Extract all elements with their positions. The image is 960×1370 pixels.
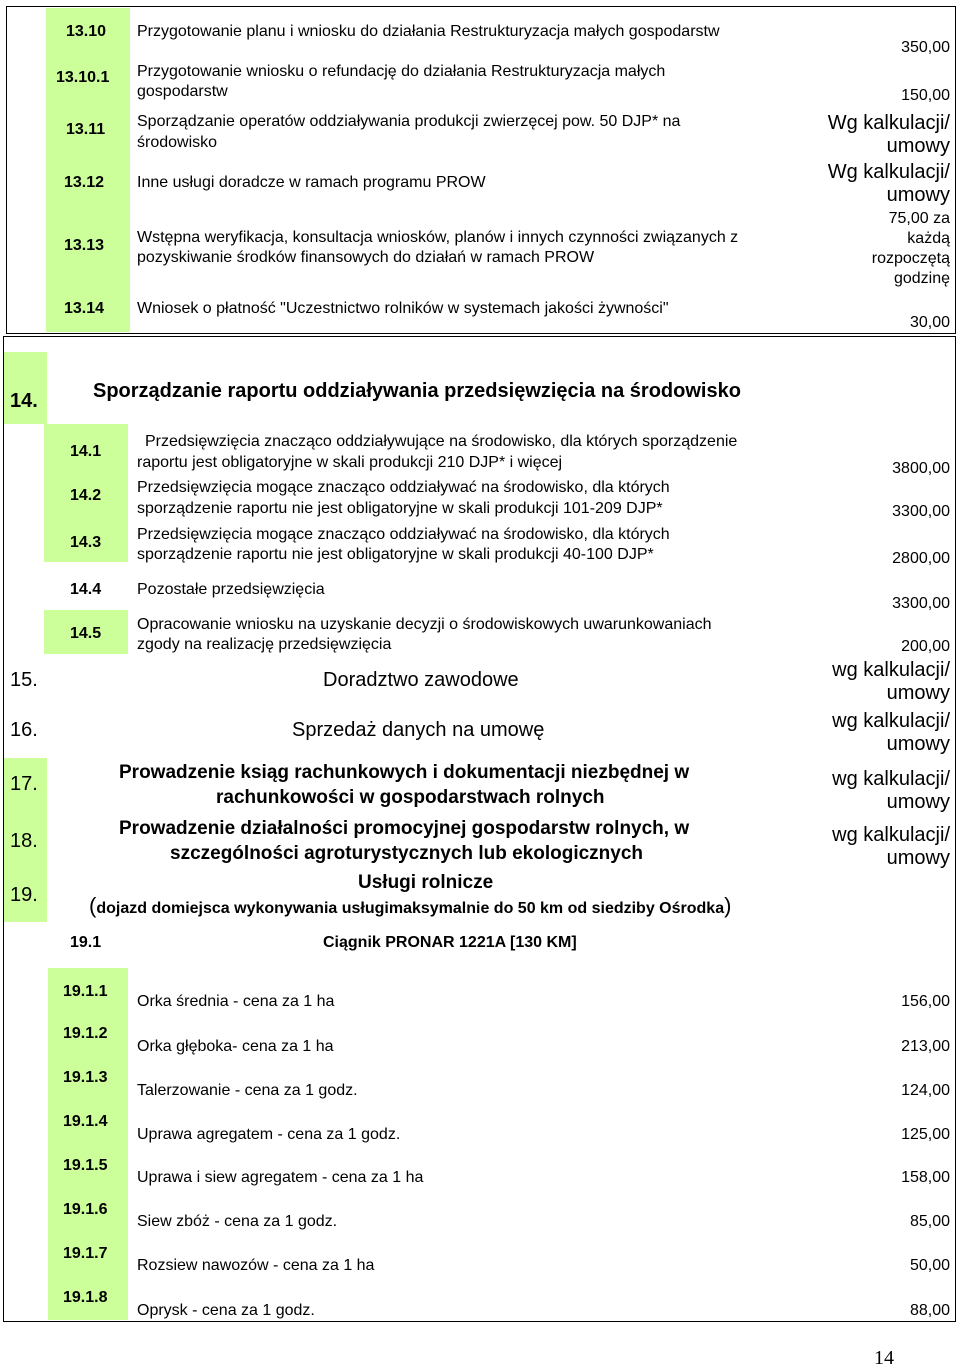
row-description: Przedsięwzięcia znacząco oddziaływujące na środowisko, dla których sporządzenie: [145, 433, 738, 450]
row-price: 2800,00: [892, 550, 950, 567]
subsection-number: 19.1: [70, 934, 102, 951]
row-price: 30,00: [909, 314, 950, 331]
row-description-cont: sporządzenie raportu nie jest obligatoryjne w skali produkcji 40-100 DJP*: [137, 546, 654, 563]
row-price: 158,00: [901, 1169, 950, 1186]
row-number: 19.1.6: [63, 1201, 108, 1218]
section-number: 17.: [10, 773, 38, 795]
row-number: 13.11: [66, 121, 106, 138]
section-number: 18.: [10, 830, 38, 852]
row-description: Rozsiew nawozów - cena za 1 ha: [137, 1257, 375, 1274]
row-description: Uprawa i siew agregatem - cena za 1 ha: [137, 1169, 424, 1186]
section-number: 15.: [10, 669, 38, 691]
section-title: Prowadzenie działalności promocyjnej gospodarstw rolnych, w: [119, 818, 690, 839]
row-price: 3300,00: [892, 595, 950, 612]
row-description: Przygotowanie wniosku o refundację do działania Restrukturyzacja małych: [137, 63, 666, 80]
section-price: wg kalkulacji/: [832, 768, 950, 790]
row-number: 13.14: [64, 300, 105, 317]
row-number: 13.13: [64, 237, 105, 254]
row-description: Talerzowanie - cena za 1 godz.: [137, 1082, 358, 1099]
row-number: 13.10.1: [56, 69, 110, 86]
row-number: 19.1.4: [63, 1113, 108, 1130]
row-price: 213,00: [901, 1038, 950, 1055]
row-description: Orka średnia - cena za 1 ha: [137, 993, 335, 1010]
section-price: wg kalkulacji/: [832, 659, 950, 681]
row-price: Wg kalkulacji/: [827, 161, 950, 183]
section-number: 16.: [10, 719, 38, 741]
row-number: 14.2: [70, 487, 102, 504]
section-number: 19.: [10, 884, 38, 906]
row-number: 14.3: [70, 534, 102, 551]
row-number: 13.12: [64, 174, 105, 191]
section-price-cont: umowy: [886, 847, 950, 869]
row-description: Wstępna weryfikacja, konsultacja wniosków, planów i innych czynności związanych z: [137, 229, 739, 246]
row-description: Przedsięwzięcia mogące znacząco oddziaływać na środowisko, dla których: [137, 526, 670, 543]
row-description-cont: pozyskiwanie środków finansowych do działań w ramach PROW: [137, 249, 595, 266]
row-price: 50,00: [909, 1257, 950, 1274]
section-price-cont: umowy: [886, 733, 950, 755]
row-number: 19.1.3: [63, 1069, 108, 1086]
section-title: Sporządzanie raportu oddziaływania przedsięwzięcia na środowisko: [93, 380, 741, 402]
row-price: 125,00: [901, 1126, 950, 1143]
row-description-cont: gospodarstw: [137, 83, 228, 100]
row-price: 3800,00: [892, 460, 950, 477]
row-description-cont: raportu jest obligatoryjne w skali produkcji 210 DJP* i więcej: [137, 454, 563, 471]
row-price-cont: godzinę: [893, 270, 950, 287]
row-number: 19.1.8: [63, 1289, 108, 1306]
row-number: 19.1.2: [63, 1025, 108, 1042]
section-title: Doradztwo zawodowe: [323, 669, 519, 691]
section-number: 14.: [10, 390, 38, 412]
section-title: Prowadzenie ksiąg rachunkowych i dokumentacji niezbędnej w: [119, 762, 690, 783]
row-description: Opracowanie wniosku na uzyskanie decyzji o środowiskowych uwarunkowaniach: [137, 616, 712, 633]
row-price: 150,00: [901, 87, 950, 104]
row-number: 14.1: [70, 443, 102, 460]
row-description: Uprawa agregatem - cena za 1 godz.: [137, 1126, 401, 1143]
row-price: 350,00: [901, 39, 950, 56]
row-price-cont: każdą: [907, 230, 950, 247]
row-price-cont: rozpoczętą: [871, 250, 950, 267]
subsection-title: Ciągnik PRONAR 1221A [130 KM]: [323, 934, 577, 951]
row-description-cont: środowisko: [137, 134, 218, 151]
row-number: 14.5: [70, 625, 102, 642]
row-price: 88,00: [909, 1302, 950, 1319]
row-price: Wg kalkulacji/: [827, 112, 950, 134]
row-price: 156,00: [901, 993, 950, 1010]
section-subtitle: (dojazd domiejsca wykonywania usługimaksymalnie do 50 km od siedziby Ośrodka): [89, 893, 732, 918]
row-price: 200,00: [901, 638, 950, 655]
row-number: 19.1.5: [63, 1157, 108, 1174]
section-title-cont: szczególności agroturystycznych lub ekologicznych: [170, 843, 644, 864]
row-number: 19.1.7: [63, 1245, 108, 1262]
row-description: Oprysk - cena za 1 godz.: [137, 1302, 315, 1319]
row-description: Sporządzanie operatów oddziaływania produkcji zwierzęcej pow. 50 DJP* na: [137, 113, 681, 130]
section-title-cont: rachunkowości w gospodarstwach rolnych: [216, 787, 605, 808]
row-description: Wniosek o płatność "Uczestnictwo rolników w systemach jakości żywności": [137, 300, 669, 317]
row-description: Siew zbóż - cena za 1 godz.: [137, 1213, 338, 1230]
row-number: 13.10: [66, 23, 107, 40]
row-price: 85,00: [909, 1213, 950, 1230]
section-price: wg kalkulacji/: [832, 824, 950, 846]
row-description: Inne usługi doradcze w ramach programu PROW: [137, 174, 486, 191]
row-price-cont: umowy: [886, 135, 950, 157]
row-price: 3300,00: [892, 503, 950, 520]
row-description: Pozostałe przedsięwzięcia: [137, 581, 325, 598]
row-description-cont: sporządzenie raportu nie jest obligatoryjne w skali produkcji 101-209 DJP*: [137, 500, 663, 517]
section-price: wg kalkulacji/: [832, 710, 950, 732]
section-title: Sprzedaż danych na umowę: [292, 719, 545, 741]
row-description: Przedsięwzięcia mogące znacząco oddziaływać na środowisko, dla których: [137, 479, 670, 496]
row-price: 124,00: [901, 1082, 950, 1099]
page-number: 14: [874, 1347, 894, 1369]
row-description-cont: zgody na realizację przedsięwzięcia: [137, 636, 392, 653]
row-number: 19.1.1: [63, 983, 108, 1000]
row-description: Orka głęboka- cena za 1 ha: [137, 1038, 334, 1055]
section-price-cont: umowy: [886, 682, 950, 704]
row-price-cont: umowy: [886, 184, 950, 206]
row-price: 75,00 za: [888, 210, 950, 227]
section-title: Usługi rolnicze: [358, 872, 494, 893]
section-price-cont: umowy: [886, 791, 950, 813]
row-number: 14.4: [70, 581, 102, 598]
row-description: Przygotowanie planu i wniosku do działania Restrukturyzacja małych gospodarstw: [137, 23, 720, 40]
